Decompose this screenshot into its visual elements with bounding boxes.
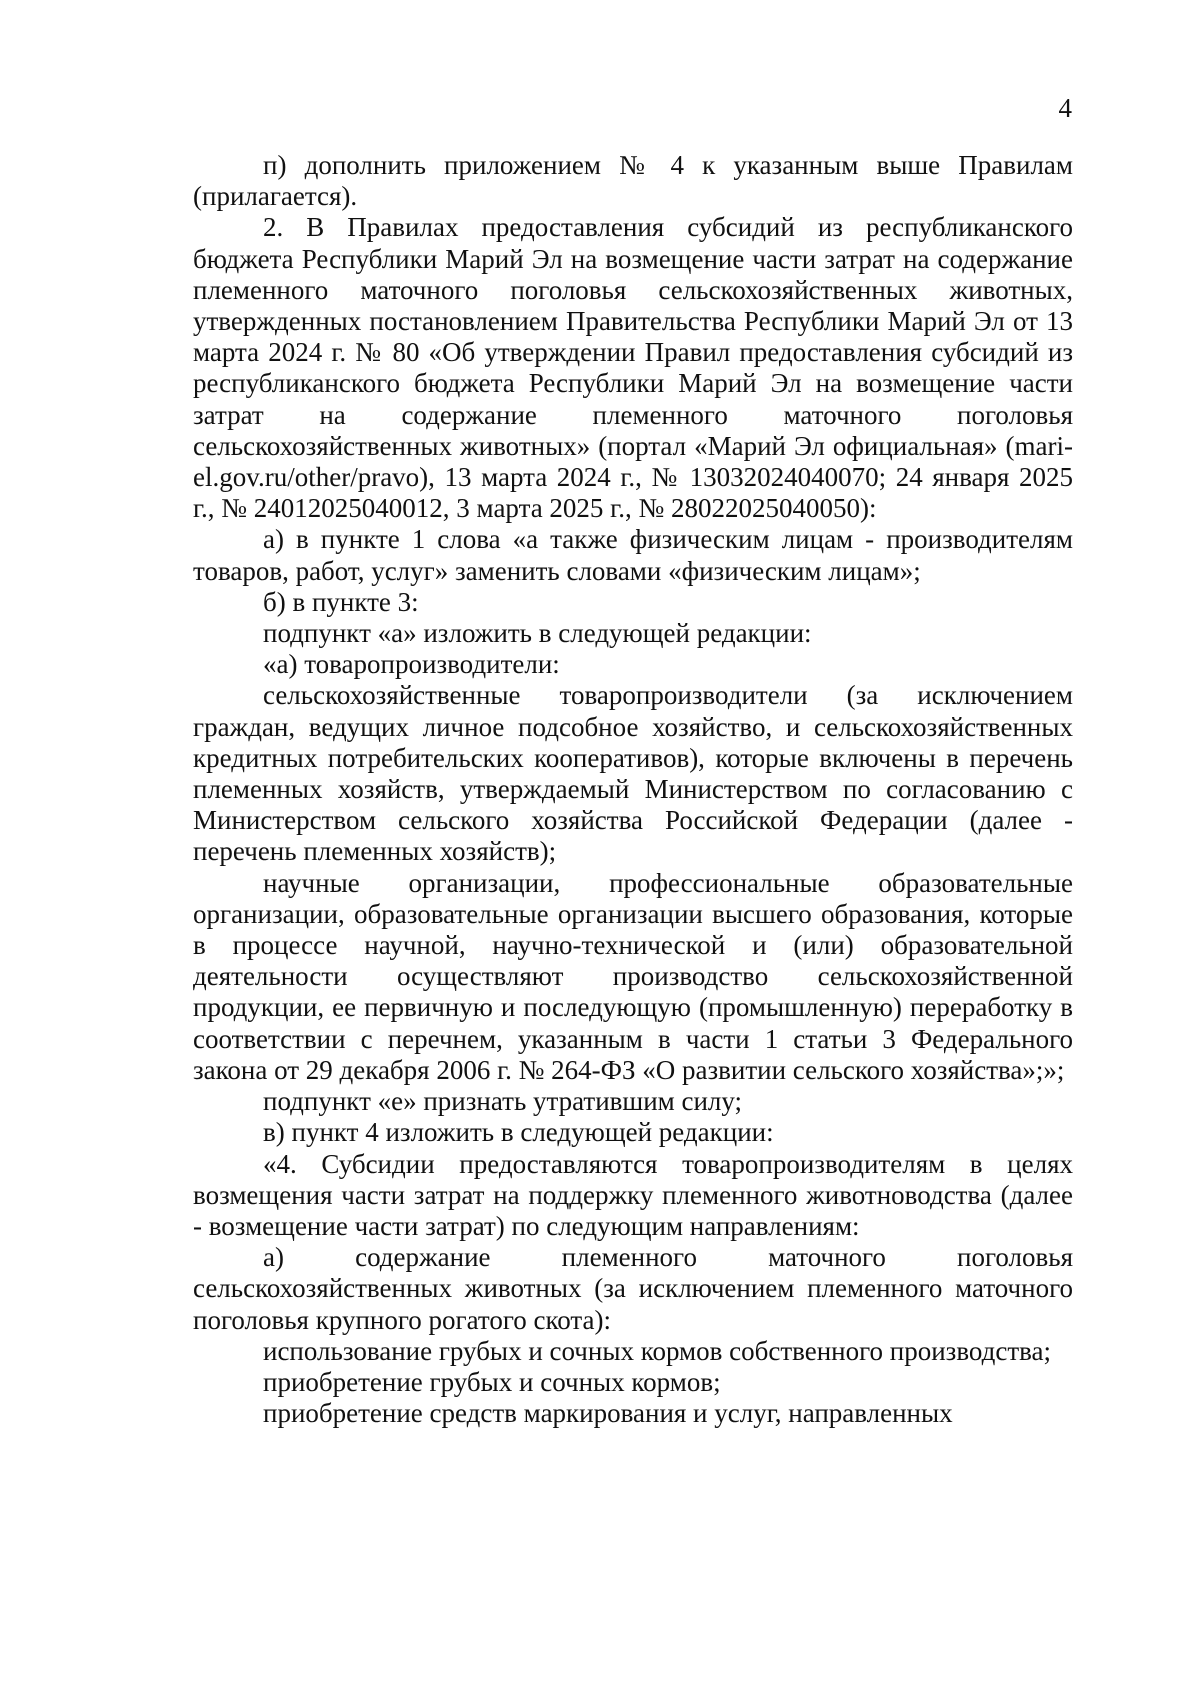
paragraph: п) дополнить приложением № 4 к указанным выше Правилам (прилагается). [193, 150, 1073, 212]
page-number: 4 [1058, 93, 1072, 123]
paragraph: приобретение средств маркирования и услуг, направленных [263, 1398, 953, 1429]
document-body [193, 150, 1073, 1429]
paragraph: приобретение грубых и сочных кормов; [263, 1366, 721, 1397]
paragraph: использование грубых и сочных кормов собственного производства; [263, 1335, 1052, 1366]
paragraph: подпункт «а» изложить в следующей редакции: [263, 618, 812, 649]
paragraph: 2. В Правилах предоставления субсидий из республиканского бюджета Республики Марий Эл на возмещение части затрат на содержание племенного маточного поголовья сельскохозяйственных животных, утвержденных постановлением Правительства Республики Марий Эл от 13 марта 2024 г. № 80 «Об утверждении Правил предоставления субсидий из республиканского бюджета Республики Марий Эл на возмещение части затрат на содержание племенного маточного поголовья сельскохозяйственных животных» (портал «Марий Эл официальная» (mari-el.gov.ru/other/pravo), 13 марта 2024 г., № 13032024040070; 24 января 2025 г., № 24012025040012, 3 марта 2025 г., № 28022025040050): [193, 212, 1073, 524]
paragraph: а) в пункте 1 слова «а также физическим лицам - производителям товаров, работ, услуг» заменить словами «физическим лицам»; [193, 524, 1073, 586]
paragraph: б) в пункте 3: [263, 586, 419, 617]
paragraph: «а) товаропроизводители: [263, 649, 560, 680]
paragraph: «4. Субсидии предоставляются товаропроизводителям в целях возмещения части затрат на поддержку племенного животноводства (далее - возмещение части затрат) по следующим направлениям: [193, 1148, 1073, 1241]
paragraph: в) пункт 4 изложить в следующей редакции: [263, 1117, 774, 1148]
paragraph: а) содержание племенного маточного поголовья сельскохозяйственных животных (за исключением племенного маточного поголовья крупного рогатого скота): [193, 1242, 1073, 1335]
paragraph: подпункт «е» признать утратившим силу; [263, 1086, 743, 1117]
paragraph: сельскохозяйственные товаропроизводители (за исключением граждан, ведущих личное подсобное хозяйство, и сельскохозяйственных кредитных потребительских кооперативов), которые включены в перечень племенных хозяйств, утверждаемый Министерством по согласованию с Министерством сельского хозяйства Российской Федерации (далее - перечень племенных хозяйств); [193, 680, 1073, 867]
paragraph: научные организации, профессиональные образовательные организации, образовательные организации высшего образования, которые в процессе научной, научно-технической и (или) образовательной деятельности осуществляют производство сельскохозяйственной продукции, ее первичную и последующую (промышленную) переработку в соответствии с перечнем, указанным в части 1 статьи 3 Федерального закона от 29 декабря 2006 г. № 264-ФЗ «О развитии сельского хозяйства»;»; [193, 867, 1073, 1085]
